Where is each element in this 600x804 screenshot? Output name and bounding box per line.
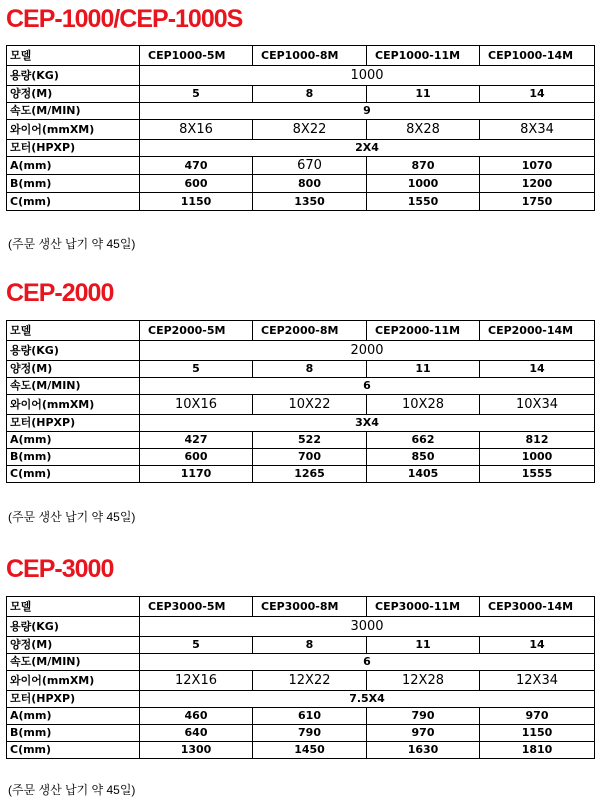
delivery-note: (주문 생산 납기 약 45일) bbox=[8, 783, 136, 797]
row-model bbox=[7, 321, 595, 341]
lift-value: 8 bbox=[253, 86, 367, 103]
model-cell: CEP2000-8M bbox=[253, 321, 367, 341]
row-capacity bbox=[7, 66, 595, 86]
label-a: A(mm) bbox=[7, 157, 140, 175]
label-c: C(mm) bbox=[7, 742, 140, 759]
section-title: CEP-3000 bbox=[6, 555, 114, 583]
row-c bbox=[7, 193, 595, 211]
speed-value: 6 bbox=[140, 378, 595, 395]
label-model: 모델 bbox=[7, 597, 140, 617]
label-c: C(mm) bbox=[7, 193, 140, 211]
label-wire: 와이어(mmXM) bbox=[7, 671, 140, 691]
model-cell: CEP3000-11M bbox=[367, 597, 480, 617]
row-speed bbox=[7, 103, 595, 120]
lift-value: 8 bbox=[253, 637, 367, 654]
label-speed: 속도(M/MIN) bbox=[7, 103, 140, 120]
speed-value: 6 bbox=[140, 654, 595, 671]
lift-value: 8 bbox=[253, 361, 367, 378]
capacity-value: 3000 bbox=[140, 617, 595, 637]
label-capacity: 용량(KG) bbox=[7, 66, 140, 86]
capacity-value: 2000 bbox=[140, 341, 595, 361]
a-value: 610 bbox=[253, 708, 367, 725]
row-b bbox=[7, 449, 595, 466]
label-wire: 와이어(mmXM) bbox=[7, 120, 140, 140]
motor-value: 3X4 bbox=[140, 415, 595, 432]
lift-value: 5 bbox=[140, 86, 253, 103]
row-motor bbox=[7, 140, 595, 157]
wire-value: 10X28 bbox=[367, 395, 480, 415]
row-a bbox=[7, 708, 595, 725]
lift-value: 14 bbox=[480, 361, 595, 378]
c-value: 1350 bbox=[253, 193, 367, 211]
c-value: 1405 bbox=[367, 466, 480, 483]
label-a: A(mm) bbox=[7, 708, 140, 725]
a-value: 1070 bbox=[480, 157, 595, 175]
label-lift: 양정(M) bbox=[7, 361, 140, 378]
row-capacity bbox=[7, 341, 595, 361]
b-value: 1150 bbox=[480, 725, 595, 742]
lift-value: 14 bbox=[480, 86, 595, 103]
a-value: 970 bbox=[480, 708, 595, 725]
lift-value: 11 bbox=[367, 637, 480, 654]
label-speed: 속도(M/MIN) bbox=[7, 654, 140, 671]
label-motor: 모터(HPXP) bbox=[7, 140, 140, 157]
c-value: 1170 bbox=[140, 466, 253, 483]
wire-value: 8X22 bbox=[253, 120, 367, 140]
row-wire bbox=[7, 671, 595, 691]
row-motor bbox=[7, 415, 595, 432]
lift-value: 14 bbox=[480, 637, 595, 654]
row-lift bbox=[7, 86, 595, 103]
section-title: CEP-2000 bbox=[6, 279, 114, 307]
row-model bbox=[7, 597, 595, 617]
model-cell: CEP3000-8M bbox=[253, 597, 367, 617]
row-speed bbox=[7, 654, 595, 671]
model-cell: CEP1000-8M bbox=[253, 46, 367, 66]
label-capacity: 용량(KG) bbox=[7, 341, 140, 361]
a-value: 427 bbox=[140, 432, 253, 449]
row-c bbox=[7, 466, 595, 483]
label-speed: 속도(M/MIN) bbox=[7, 378, 140, 395]
a-value: 870 bbox=[367, 157, 480, 175]
a-value: 470 bbox=[140, 157, 253, 175]
label-wire: 와이어(mmXM) bbox=[7, 395, 140, 415]
wire-value: 12X16 bbox=[140, 671, 253, 691]
model-cell: CEP2000-5M bbox=[140, 321, 253, 341]
b-value: 1000 bbox=[367, 175, 480, 193]
row-wire bbox=[7, 395, 595, 415]
wire-value: 12X34 bbox=[480, 671, 595, 691]
c-value: 1300 bbox=[140, 742, 253, 759]
a-value: 662 bbox=[367, 432, 480, 449]
model-cell: CEP1000-14M bbox=[480, 46, 595, 66]
c-value: 1265 bbox=[253, 466, 367, 483]
wire-value: 10X16 bbox=[140, 395, 253, 415]
lift-value: 11 bbox=[367, 86, 480, 103]
a-value: 460 bbox=[140, 708, 253, 725]
label-b: B(mm) bbox=[7, 175, 140, 193]
c-value: 1555 bbox=[480, 466, 595, 483]
row-lift bbox=[7, 361, 595, 378]
c-value: 1550 bbox=[367, 193, 480, 211]
section-title: CEP-1000/CEP-1000S bbox=[6, 5, 243, 33]
b-value: 1000 bbox=[480, 449, 595, 466]
label-motor: 모터(HPXP) bbox=[7, 691, 140, 708]
b-value: 790 bbox=[253, 725, 367, 742]
row-speed bbox=[7, 378, 595, 395]
label-a: A(mm) bbox=[7, 432, 140, 449]
b-value: 640 bbox=[140, 725, 253, 742]
b-value: 700 bbox=[253, 449, 367, 466]
row-a bbox=[7, 432, 595, 449]
c-value: 1150 bbox=[140, 193, 253, 211]
wire-value: 8X28 bbox=[367, 120, 480, 140]
row-motor bbox=[7, 691, 595, 708]
label-motor: 모터(HPXP) bbox=[7, 415, 140, 432]
row-b bbox=[7, 175, 595, 193]
label-model: 모델 bbox=[7, 46, 140, 66]
row-a bbox=[7, 157, 595, 175]
a-value: 790 bbox=[367, 708, 480, 725]
label-lift: 양정(M) bbox=[7, 86, 140, 103]
label-capacity: 용량(KG) bbox=[7, 617, 140, 637]
model-cell: CEP2000-11M bbox=[367, 321, 480, 341]
model-cell: CEP1000-5M bbox=[140, 46, 253, 66]
motor-value: 7.5X4 bbox=[140, 691, 595, 708]
label-model: 모델 bbox=[7, 321, 140, 341]
label-b: B(mm) bbox=[7, 449, 140, 466]
b-value: 850 bbox=[367, 449, 480, 466]
c-value: 1450 bbox=[253, 742, 367, 759]
model-cell: CEP2000-14M bbox=[480, 321, 595, 341]
model-cell: CEP3000-5M bbox=[140, 597, 253, 617]
label-c: C(mm) bbox=[7, 466, 140, 483]
model-cell: CEP1000-11M bbox=[367, 46, 480, 66]
c-value: 1810 bbox=[480, 742, 595, 759]
speed-value: 9 bbox=[140, 103, 595, 120]
lift-value: 5 bbox=[140, 361, 253, 378]
c-value: 1750 bbox=[480, 193, 595, 211]
b-value: 600 bbox=[140, 449, 253, 466]
delivery-note: (주문 생산 납기 약 45일) bbox=[8, 510, 136, 524]
a-value: 812 bbox=[480, 432, 595, 449]
wire-value: 8X34 bbox=[480, 120, 595, 140]
spec-table bbox=[6, 596, 595, 759]
row-c bbox=[7, 742, 595, 759]
b-value: 970 bbox=[367, 725, 480, 742]
b-value: 800 bbox=[253, 175, 367, 193]
wire-value: 12X22 bbox=[253, 671, 367, 691]
wire-value: 10X22 bbox=[253, 395, 367, 415]
capacity-value: 1000 bbox=[140, 66, 595, 86]
wire-value: 8X16 bbox=[140, 120, 253, 140]
b-value: 1200 bbox=[480, 175, 595, 193]
model-cell: CEP3000-14M bbox=[480, 597, 595, 617]
c-value: 1630 bbox=[367, 742, 480, 759]
wire-value: 10X34 bbox=[480, 395, 595, 415]
row-model bbox=[7, 46, 595, 66]
row-capacity bbox=[7, 617, 595, 637]
delivery-note: (주문 생산 납기 약 45일) bbox=[8, 237, 136, 251]
label-lift: 양정(M) bbox=[7, 637, 140, 654]
lift-value: 5 bbox=[140, 637, 253, 654]
row-lift bbox=[7, 637, 595, 654]
lift-value: 11 bbox=[367, 361, 480, 378]
label-b: B(mm) bbox=[7, 725, 140, 742]
wire-value: 12X28 bbox=[367, 671, 480, 691]
b-value: 600 bbox=[140, 175, 253, 193]
row-b bbox=[7, 725, 595, 742]
a-value: 670 bbox=[253, 157, 367, 175]
row-wire bbox=[7, 120, 595, 140]
spec-table bbox=[6, 320, 595, 483]
spec-table bbox=[6, 45, 595, 211]
motor-value: 2X4 bbox=[140, 140, 595, 157]
a-value: 522 bbox=[253, 432, 367, 449]
